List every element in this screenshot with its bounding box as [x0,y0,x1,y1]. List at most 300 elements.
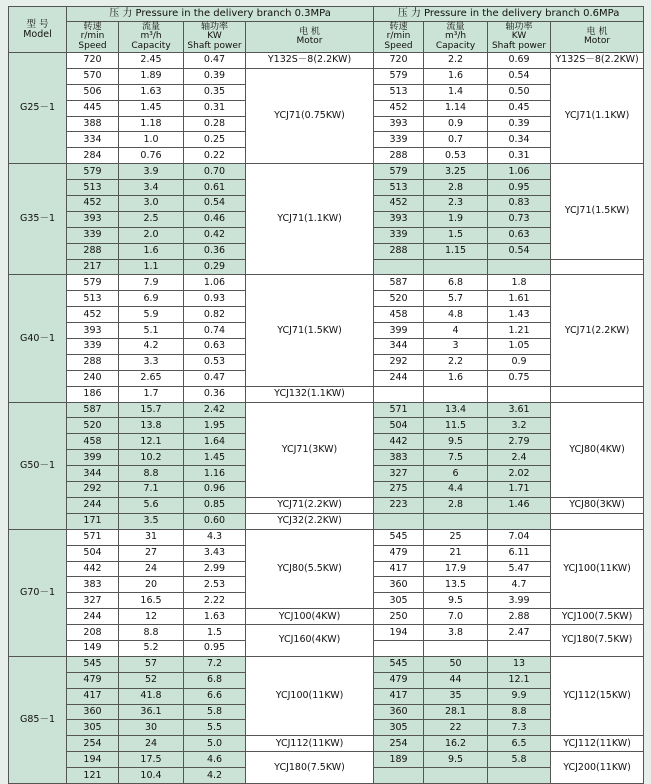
right-capacity-cell: 3 [424,339,488,355]
right-motor-header [551,22,644,53]
left-motor-cell: YCJ180(7.5KW) [246,752,374,784]
table-row [9,752,644,768]
right-speed-cell: 417 [374,688,424,704]
right-capacity-cell: 6 [424,466,488,482]
model-cell: G25－1 [9,53,67,164]
left-capacity-cell: 5.2 [119,640,184,656]
left-motor-cell: YCJ100(11KW) [246,656,374,735]
right-power-cell: 1.46 [488,497,551,513]
left-power-cell: 4.3 [184,529,246,545]
right-speed-cell: 292 [374,354,424,370]
left-capacity-cell: 3.4 [119,180,184,196]
left-speed-cell: 327 [67,593,119,609]
left-speed-cell: 360 [67,704,119,720]
left-capacity-cell: 1.6 [119,243,184,259]
left-speed-cell: 171 [67,513,119,529]
right-power-cell: 0.31 [488,148,551,164]
left-capacity-cell: 1.18 [119,116,184,132]
left-power-cell: 0.36 [184,386,246,402]
left-capacity-cell: 16.5 [119,593,184,609]
left-speed-cell: 399 [67,450,119,466]
table-row [9,625,644,641]
left-power-cell: 2.42 [184,402,246,418]
left-power-cell: 0.31 [184,100,246,116]
left-motor-cell: YCJ71(1.5KW) [246,275,374,386]
model-cell: G85－1 [9,656,67,783]
left-speed-cell: 334 [67,132,119,148]
left-power-header-line: KW [207,31,222,42]
right-speed-cell: 189 [374,752,424,768]
right-speed-cell: 223 [374,497,424,513]
left-capacity-cell: 36.1 [119,704,184,720]
left-capacity-cell: 8.8 [119,466,184,482]
left-power-cell: 5.8 [184,704,246,720]
right-capacity-cell: 2.8 [424,497,488,513]
left-speed-cell: 292 [67,482,119,498]
right-power-cell: 0.54 [488,68,551,84]
right-capacity-cell [424,259,488,275]
right-capacity-cell: 3.8 [424,625,488,641]
left-speed-cell: 571 [67,529,119,545]
left-speed-cell: 186 [67,386,119,402]
right-speed-cell [374,259,424,275]
table-row [9,53,644,69]
right-capacity-cell: 4.8 [424,307,488,323]
right-capacity-header-line: 流量 [446,21,465,32]
right-motor-cell: YCJ200(11KW) [551,752,644,784]
left-capacity-cell: 7.1 [119,482,184,498]
left-speed-cell: 545 [67,656,119,672]
left-speed-cell: 254 [67,736,119,752]
right-capacity-cell: 9.5 [424,752,488,768]
right-power-cell: 2.79 [488,434,551,450]
right-power-cell: 3.99 [488,593,551,609]
right-capacity-cell: 21 [424,545,488,561]
left-capacity-cell: 5.1 [119,323,184,339]
right-capacity-cell: 9.5 [424,593,488,609]
right-capacity-cell: 1.6 [424,370,488,386]
left-speed-cell: 305 [67,720,119,736]
left-capacity-cell: 30 [119,720,184,736]
pressure-header-left: 压 力 Pressure in the delivery branch 0.3MPa [67,7,374,22]
left-power-cell: 6.6 [184,688,246,704]
right-capacity-cell [424,768,488,784]
left-power-header-line: Shaft power [187,40,242,51]
right-power-cell: 9.9 [488,688,551,704]
left-power-cell: 1.5 [184,625,246,641]
right-power-cell: 7.04 [488,529,551,545]
left-power-cell: 4.2 [184,768,246,784]
right-power-cell: 1.05 [488,339,551,355]
table-row [9,736,644,752]
left-capacity-header-line: Capacity [131,40,171,51]
left-speed-cell: 288 [67,354,119,370]
left-power-cell: 0.35 [184,84,246,100]
right-speed-cell [374,513,424,529]
left-motor-cell: YCJ71(1.1KW) [246,164,374,275]
left-capacity-cell: 10.4 [119,768,184,784]
left-power-cell: 0.85 [184,497,246,513]
right-speed-cell: 452 [374,100,424,116]
right-capacity-cell: 28.1 [424,704,488,720]
right-power-cell: 13 [488,656,551,672]
right-power-cell: 0.9 [488,354,551,370]
right-power-cell: 12.1 [488,672,551,688]
left-motor-cell: YCJ112(11KW) [246,736,374,752]
table-row [9,656,644,672]
right-power-cell: 6.11 [488,545,551,561]
left-speed-cell: 240 [67,370,119,386]
left-power-cell: 0.93 [184,291,246,307]
left-speed-cell: 579 [67,164,119,180]
right-capacity-cell: 9.5 [424,434,488,450]
left-power-cell: 1.16 [184,466,246,482]
left-capacity-cell: 5.9 [119,307,184,323]
left-power-cell: 0.28 [184,116,246,132]
left-power-cell: 0.42 [184,227,246,243]
left-capacity-cell: 3.0 [119,196,184,212]
left-capacity-cell: 2.0 [119,227,184,243]
right-capacity-cell: 11.5 [424,418,488,434]
right-motor-cell: YCJ80(4KW) [551,402,644,497]
right-power-header-line: 轴功率 [505,21,533,32]
left-motor-header-line: Motor [296,36,323,46]
right-motor-cell: YCJ180(7.5KW) [551,625,644,657]
right-speed-header-line: 转速 [389,21,408,32]
pressure-header-right: 压 力 Pressure in the delivery branch 0.6MPa [374,7,644,22]
left-power-cell: 0.54 [184,196,246,212]
left-motor-header [246,22,374,53]
left-power-header [184,22,246,53]
right-speed-cell: 194 [374,625,424,641]
right-power-cell: 2.47 [488,625,551,641]
left-capacity-cell: 41.8 [119,688,184,704]
left-power-cell: 1.06 [184,275,246,291]
right-capacity-cell: 50 [424,656,488,672]
right-speed-cell: 417 [374,561,424,577]
left-speed-cell: 417 [67,688,119,704]
left-speed-cell: 393 [67,211,119,227]
left-speed-cell: 121 [67,768,119,784]
left-speed-cell: 458 [67,434,119,450]
left-speed-cell: 208 [67,625,119,641]
left-power-cell: 2.22 [184,593,246,609]
left-power-cell: 0.22 [184,148,246,164]
right-capacity-cell [424,513,488,529]
right-power-cell: 0.75 [488,370,551,386]
table-row [9,275,644,291]
right-capacity-cell: 2.3 [424,196,488,212]
left-motor-header-line: 电 机 [299,26,320,37]
left-speed-cell: 587 [67,402,119,418]
pump-performance-table [8,6,644,784]
right-speed-cell: 479 [374,672,424,688]
left-power-cell: 4.6 [184,752,246,768]
left-capacity-cell: 17.5 [119,752,184,768]
left-speed-cell: 720 [67,53,119,69]
left-capacity-cell: 5.6 [119,497,184,513]
right-speed-cell: 275 [374,482,424,498]
right-power-cell: 0.39 [488,116,551,132]
right-capacity-cell: 3.25 [424,164,488,180]
right-speed-cell: 720 [374,53,424,69]
right-speed-cell: 305 [374,593,424,609]
left-speed-cell: 504 [67,545,119,561]
right-power-cell: 0.50 [488,84,551,100]
right-capacity-cell: 7.5 [424,450,488,466]
left-motor-cell: YCJ71(2.2KW) [246,497,374,513]
right-capacity-cell: 2.2 [424,354,488,370]
right-capacity-header-line: Capacity [435,40,476,51]
right-motor-cell: YCJ112(11KW) [551,736,644,752]
table-row [9,164,644,180]
right-speed-cell: 513 [374,84,424,100]
right-power-cell: 6.5 [488,736,551,752]
right-capacity-cell [424,640,488,656]
right-capacity-cell: 1.5 [424,227,488,243]
right-speed-cell: 393 [374,116,424,132]
left-capacity-cell: 52 [119,672,184,688]
model-header [9,7,67,53]
left-capacity-cell: 24 [119,561,184,577]
left-capacity-cell: 1.7 [119,386,184,402]
right-power-cell: 2.88 [488,609,551,625]
right-capacity-cell: 4.4 [424,482,488,498]
left-power-cell: 0.82 [184,307,246,323]
right-speed-cell: 339 [374,132,424,148]
left-capacity-cell: 7.9 [119,275,184,291]
right-motor-cell: YCJ71(1.1KW) [551,68,644,163]
left-motor-cell: YCJ132(1.1KW) [246,386,374,402]
left-power-cell: 0.63 [184,339,246,355]
left-power-cell: 7.2 [184,656,246,672]
left-power-cell: 1.64 [184,434,246,450]
right-speed-cell [374,640,424,656]
model-cell: G35－1 [9,164,67,275]
right-power-cell: 1.8 [488,275,551,291]
right-power-cell: 0.95 [488,180,551,196]
left-speed-cell: 284 [67,148,119,164]
right-power-cell: 1.21 [488,323,551,339]
left-power-cell: 5.5 [184,720,246,736]
right-motor-cell: YCJ100(11KW) [551,529,644,608]
right-power-cell: 5.8 [488,752,551,768]
right-capacity-cell: 1.4 [424,84,488,100]
left-capacity-cell: 12 [119,609,184,625]
right-power-cell: 0.45 [488,100,551,116]
left-capacity-cell: 57 [119,656,184,672]
right-speed-cell: 339 [374,227,424,243]
right-speed-cell: 244 [374,370,424,386]
right-speed-cell: 571 [374,402,424,418]
left-speed-cell: 149 [67,640,119,656]
left-capacity-cell: 1.1 [119,259,184,275]
right-capacity-cell: 0.7 [424,132,488,148]
left-capacity-header [119,22,184,53]
left-speed-cell: 520 [67,418,119,434]
right-capacity-cell: 1.6 [424,68,488,84]
left-power-cell: 0.47 [184,370,246,386]
left-motor-cell: YCJ80(5.5KW) [246,529,374,608]
right-power-cell: 8.8 [488,704,551,720]
right-power-cell: 4.7 [488,577,551,593]
left-capacity-header-line: m³/h [140,31,162,42]
right-power-cell: 0.63 [488,227,551,243]
right-speed-cell: 504 [374,418,424,434]
left-speed-cell: 339 [67,339,119,355]
right-capacity-cell: 6.8 [424,275,488,291]
right-power-cell: 3.61 [488,402,551,418]
left-capacity-cell: 3.3 [119,354,184,370]
right-power-cell [488,513,551,529]
right-power-cell: 7.3 [488,720,551,736]
right-capacity-cell: 1.15 [424,243,488,259]
left-speed-cell: 513 [67,291,119,307]
right-speed-cell: 587 [374,275,424,291]
left-speed-cell: 344 [67,466,119,482]
left-speed-cell: 244 [67,609,119,625]
right-motor-cell [551,259,644,275]
left-speed-cell: 244 [67,497,119,513]
left-speed-cell: 288 [67,243,119,259]
left-power-cell: 1.63 [184,609,246,625]
right-motor-cell [551,513,644,529]
right-motor-cell: Y132S－8(2.2KW) [551,53,644,69]
left-speed-cell: 479 [67,672,119,688]
left-capacity-cell: 31 [119,529,184,545]
left-power-cell: 0.53 [184,354,246,370]
left-speed-cell: 570 [67,68,119,84]
right-speed-cell: 520 [374,291,424,307]
right-speed-cell: 383 [374,450,424,466]
right-speed-cell: 513 [374,180,424,196]
left-capacity-cell: 1.89 [119,68,184,84]
left-capacity-cell: 1.0 [119,132,184,148]
left-capacity-cell: 2.45 [119,53,184,69]
right-capacity-cell: 25 [424,529,488,545]
right-power-cell: 2.02 [488,466,551,482]
right-capacity-cell: 5.7 [424,291,488,307]
left-capacity-cell: 1.45 [119,100,184,116]
right-power-cell: 5.47 [488,561,551,577]
right-motor-cell: YCJ80(3KW) [551,497,644,513]
left-power-cell: 0.60 [184,513,246,529]
right-power-cell: 3.2 [488,418,551,434]
right-speed-cell: 305 [374,720,424,736]
right-speed-cell: 360 [374,577,424,593]
left-speed-cell: 513 [67,180,119,196]
table-row [9,386,644,402]
right-power-cell: 0.34 [488,132,551,148]
right-speed-cell: 393 [374,211,424,227]
left-speed-cell: 383 [67,577,119,593]
right-power-cell: 1.06 [488,164,551,180]
right-capacity-cell: 2.2 [424,53,488,69]
left-motor-cell: YCJ100(4KW) [246,609,374,625]
right-motor-cell: YCJ112(15KW) [551,656,644,735]
right-motor-cell [551,386,644,402]
right-power-cell: 2.4 [488,450,551,466]
left-power-cell: 0.74 [184,323,246,339]
right-capacity-cell: 13.5 [424,577,488,593]
right-speed-cell: 458 [374,307,424,323]
right-speed-cell: 327 [374,466,424,482]
left-motor-cell: YCJ71(0.75KW) [246,68,374,163]
right-power-header-line: Shaft power [491,40,547,51]
right-speed-cell: 579 [374,164,424,180]
table-row [9,402,644,418]
right-speed-header [374,22,424,53]
right-power-cell [488,259,551,275]
right-power-cell: 1.71 [488,482,551,498]
model-header-zh: 型 号 [26,18,49,30]
right-capacity-cell: 4 [424,323,488,339]
left-power-cell: 5.0 [184,736,246,752]
model-cell: G40－1 [9,275,67,402]
left-speed-cell: 579 [67,275,119,291]
right-speed-cell: 360 [374,704,424,720]
right-capacity-cell: 13.4 [424,402,488,418]
left-power-cell: 0.61 [184,180,246,196]
right-speed-cell: 579 [374,68,424,84]
model-cell: G50－1 [9,402,67,529]
right-capacity-cell: 7.0 [424,609,488,625]
right-motor-header-line: 电 机 [586,26,608,37]
left-capacity-cell: 20 [119,577,184,593]
right-speed-cell [374,386,424,402]
left-power-cell: 0.39 [184,68,246,84]
left-power-cell: 2.53 [184,577,246,593]
left-power-cell: 0.46 [184,211,246,227]
right-speed-cell: 250 [374,609,424,625]
model-cell: G70－1 [9,529,67,656]
right-capacity-cell: 1.9 [424,211,488,227]
right-speed-cell: 442 [374,434,424,450]
right-speed-cell: 479 [374,545,424,561]
left-speed-cell: 452 [67,307,119,323]
right-capacity-cell: 35 [424,688,488,704]
left-capacity-cell: 2.5 [119,211,184,227]
right-speed-cell: 452 [374,196,424,212]
left-motor-cell: Y132S－8(2.2KW) [246,53,374,69]
left-power-cell: 3.43 [184,545,246,561]
right-capacity-cell: 17.9 [424,561,488,577]
right-motor-cell: YCJ100(7.5KW) [551,609,644,625]
left-power-cell: 0.25 [184,132,246,148]
right-speed-cell: 288 [374,148,424,164]
left-speed-cell: 445 [67,100,119,116]
table-row [9,497,644,513]
left-speed-cell: 388 [67,116,119,132]
right-capacity-cell [424,386,488,402]
right-motor-cell: YCJ71(1.5KW) [551,164,644,259]
right-speed-cell: 545 [374,656,424,672]
left-motor-cell: YCJ71(3KW) [246,402,374,497]
left-speed-header-line: 转速 [83,21,102,32]
left-capacity-cell: 27 [119,545,184,561]
right-power-cell: 1.61 [488,291,551,307]
left-speed-header-line: r/min [80,31,105,42]
left-power-cell: 1.45 [184,450,246,466]
right-capacity-cell: 1.14 [424,100,488,116]
left-capacity-header-line: 流量 [141,21,160,32]
table-row [9,609,644,625]
left-power-cell: 1.95 [184,418,246,434]
left-capacity-cell: 8.8 [119,625,184,641]
left-speed-cell: 393 [67,323,119,339]
right-capacity-cell: 2.8 [424,180,488,196]
right-speed-cell: 288 [374,243,424,259]
